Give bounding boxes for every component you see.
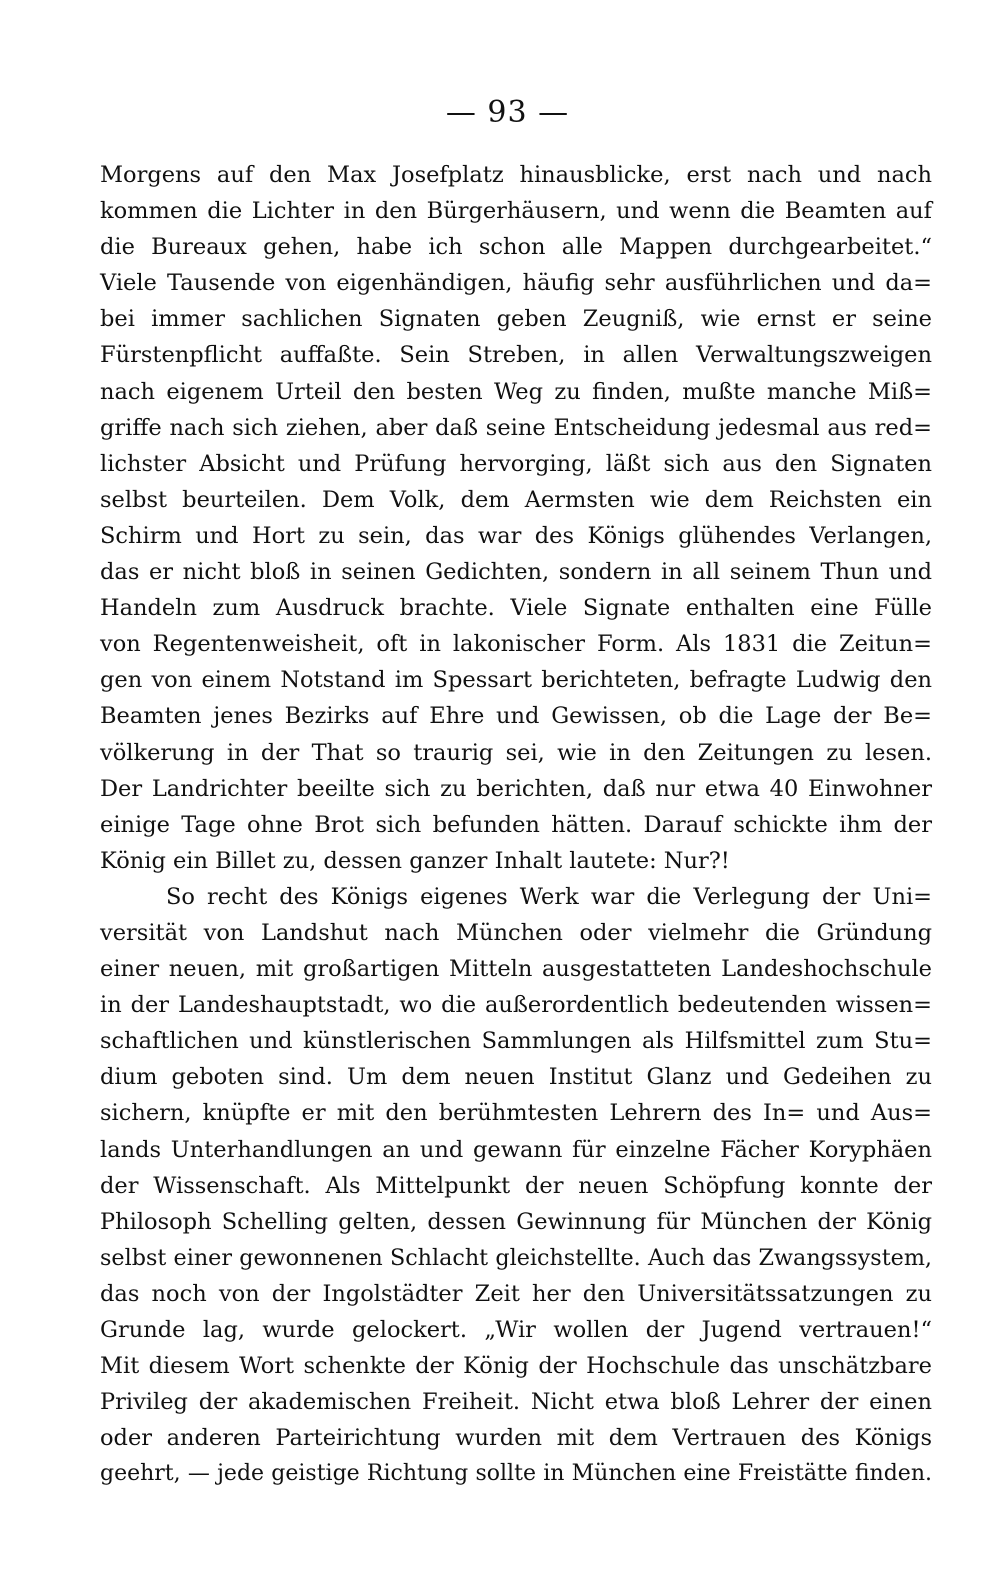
- text-line: dium geboten sind. Um dem neuen Institut Glanz und Gedeihen zu: [100, 1064, 932, 1091]
- text-line: Philosoph Schelling gelten, dessen Gewinnung für München der König: [100, 1208, 932, 1235]
- text-line: das er nicht bloß in seinen Gedichten, sondern in all seinem Thun und: [100, 559, 932, 586]
- text-line: Beamten jenes Bezirks auf Ehre und Gewissen, ob die Lage der Be=: [100, 703, 932, 730]
- text-line: selbst einer gewonnenen Schlacht gleichstellte. Auch das Zwangssystem,: [100, 1244, 932, 1271]
- text-line: So recht des Königs eigenes Werk war die Verlegung der Uni=: [166, 883, 932, 910]
- text-line: völkerung in der That so traurig sei, wie in den Zeitungen zu lesen.: [100, 739, 932, 766]
- text-line: einige Tage ohne Brot sich befunden hätten. Darauf schickte ihm der: [100, 811, 932, 838]
- text-line: Handeln zum Ausdruck brachte. Viele Signate enthalten eine Fülle: [100, 595, 932, 622]
- text-line: Mit diesem Wort schenkte der König der Hochschule das unschätzbare: [100, 1353, 932, 1380]
- text-line: kommen die Lichter in den Bürgerhäusern, und wenn die Beamten auf: [100, 198, 932, 225]
- text-line: bei immer sachlichen Signaten geben Zeugniß, wie ernst er seine: [100, 306, 932, 333]
- text-line: Fürstenpflicht auffaßte. Sein Streben, in allen Verwaltungszweigen: [100, 342, 932, 369]
- text-line: lichster Absicht und Prüfung hervorging, läßt sich aus den Signaten: [100, 450, 932, 477]
- text-line: lands Unterhandlungen an und gewann für einzelne Fächer Koryphäen: [100, 1136, 932, 1163]
- text-line: in der Landeshauptstadt, wo die außerordentlich bedeutenden wissen=: [100, 992, 932, 1019]
- text-line: Viele Tausende von eigenhändigen, häufig sehr ausführlichen und da=: [100, 270, 932, 297]
- text-line: Privileg der akademischen Freiheit. Nicht etwa bloß Lehrer der einen: [100, 1389, 932, 1416]
- text-line: Schirm und Hort zu sein, das war des Königs glühendes Verlangen,: [100, 522, 932, 549]
- text-line: die Bureaux gehen, habe ich schon alle Mappen durchgearbeitet.“: [100, 234, 932, 261]
- page-number: — 93 —: [445, 95, 570, 130]
- text-line: Morgens auf den Max Josefplatz hinausblicke, erst nach und nach: [100, 162, 932, 188]
- text-line: sichern, knüpfte er mit den berühmtesten Lehrern des In= und Aus=: [100, 1100, 932, 1127]
- text-line: selbst beurteilen. Dem Volk, dem Aermsten wie dem Reichsten ein: [100, 486, 932, 513]
- text-line: schaftlichen und künstlerischen Sammlungen als Hilfsmittel zum Stu=: [100, 1028, 932, 1055]
- text-line: griffe nach sich ziehen, aber daß seine Entscheidung jedesmal aus red=: [100, 414, 932, 441]
- text-line: versität von Landshut nach München oder vielmehr die Gründung: [100, 919, 932, 946]
- text-line: der Wissenschaft. Als Mittelpunkt der neuen Schöpfung konnte der: [100, 1172, 932, 1199]
- text-line: gen von einem Notstand im Spessart berichteten, befragte Ludwig den: [100, 667, 932, 694]
- text-line: nach eigenem Urteil den besten Weg zu finden, mußte manche Miß=: [100, 378, 932, 405]
- text-line: Der Landrichter beeilte sich zu berichten, daß nur etwa 40 Einwohner: [100, 775, 932, 802]
- text-line: geehrt, — jede geistige Richtung sollte in München eine Freistätte finden.: [100, 1461, 932, 1487]
- body-text: [100, 157, 932, 1492]
- text-line: das noch von der Ingolstädter Zeit her den Universitätssatzungen zu: [100, 1280, 932, 1307]
- text-line: König ein Billet zu, dessen ganzer Inhalt lautete: Nur?!: [100, 847, 730, 874]
- text-line: einer neuen, mit großartigen Mitteln ausgestatteten Landeshochschule: [100, 956, 932, 983]
- text-line: von Regentenweisheit, oft in lakonischer Form. Als 1831 die Zeitun=: [100, 631, 932, 658]
- text-line: Grunde lag, wurde gelockert. „Wir wollen der Jugend vertrauen!“: [100, 1317, 932, 1343]
- text-line: oder anderen Parteirichtung wurden mit dem Vertrauen des Königs: [100, 1425, 932, 1452]
